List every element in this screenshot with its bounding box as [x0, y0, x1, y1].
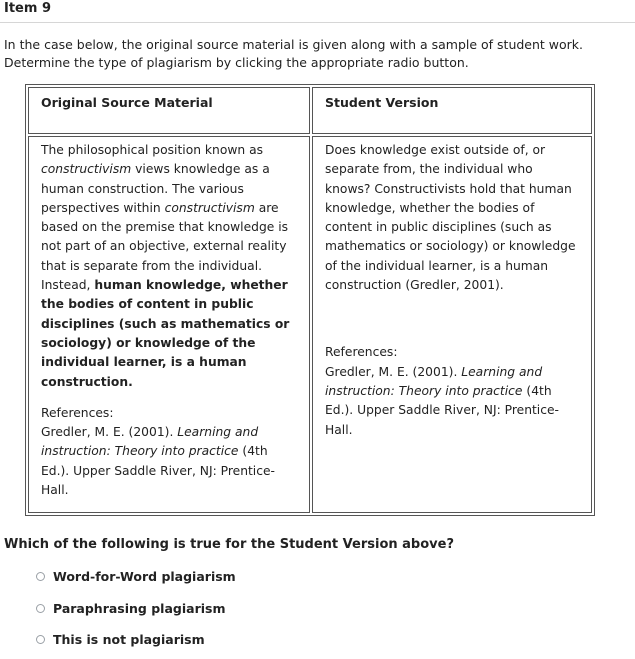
reference-line [41, 442, 297, 461]
reference-em: Learning and [461, 364, 543, 379]
original-line: The philosophical position known as [41, 143, 264, 157]
reference-line: Ed.). Upper Saddle River, NJ: Prentice- [325, 403, 559, 418]
student-line: Does knowledge exist outside of, or [325, 143, 546, 157]
student-header-label: Student Version [325, 95, 439, 110]
reference-line: Hall. [325, 422, 353, 437]
original-bold: sociology) or knowledge of the [41, 335, 256, 350]
reference-em: Learning and [177, 425, 259, 440]
comparison-table [25, 84, 595, 516]
original-em: constructivism [164, 200, 255, 215]
student-line: knows? Constructivists hold that human [325, 181, 572, 196]
original-line [41, 373, 297, 392]
item-title: Item 9 [4, 1, 51, 16]
original-bold: disciplines (such as mathematics or [41, 316, 290, 331]
reference-line [325, 363, 579, 382]
original-line [41, 315, 297, 334]
original-line [41, 276, 297, 295]
references-label: References: [325, 345, 398, 360]
question-text: Which of the following is true for the Student Version above? [4, 537, 454, 552]
student-cell [312, 136, 592, 513]
original-span: views knowledge as a [131, 162, 270, 177]
reference-span: (4th [238, 444, 268, 459]
original-bold: the bodies of content in public [41, 297, 254, 312]
student-line: separate from, the individual who [325, 162, 533, 177]
original-em: constructivism [41, 162, 132, 177]
divider [0, 22, 635, 23]
instructions [4, 36, 624, 72]
original-line [41, 334, 297, 353]
original-bold: individual learner, is a human [41, 355, 247, 370]
original-line: not part of an objective, external reality [41, 239, 287, 254]
original-line [41, 199, 297, 218]
original-line [41, 353, 297, 372]
student-text [325, 137, 579, 295]
reference-line [41, 423, 297, 442]
references-label: References: [41, 405, 114, 420]
option-paraphrasing[interactable] [36, 601, 225, 616]
original-header-label: Original Source Material [41, 95, 213, 110]
reference-em: instruction: Theory into practice [41, 444, 239, 459]
original-bold: construction. [41, 374, 133, 389]
reference-em: instruction: Theory into practice [325, 383, 523, 398]
reference-span: Gredler, M. E. (2001). [325, 364, 462, 379]
student-line: construction (Gredler, 2001). [325, 278, 504, 293]
reference-span: (4th [522, 383, 552, 398]
original-bold: human knowledge, whether [94, 278, 288, 293]
original-span: are [254, 200, 279, 215]
student-line: knowledge, whether the bodies of [325, 200, 535, 215]
student-line: of the individual learner, is a human [325, 258, 549, 273]
original-line: human construction. The various [41, 181, 244, 196]
original-line [41, 160, 297, 179]
option-word-for-word[interactable] [36, 569, 236, 584]
radio-button[interactable] [36, 604, 45, 613]
option-label[interactable]: Paraphrasing plagiarism [53, 601, 226, 616]
student-line: mathematics or sociology) or knowledge [325, 239, 576, 254]
instructions-line-1: In the case below, the original source material is given along with a sample of student work. [4, 37, 584, 52]
radio-button[interactable] [36, 635, 45, 644]
original-span: Instead, [41, 278, 95, 293]
original-references [41, 404, 297, 500]
student-line: content in public disciplines (such as [325, 220, 552, 235]
reference-line: Ed.). Upper Saddle River, NJ: Prentice- [41, 463, 275, 478]
original-line: based on the premise that knowledge is [41, 220, 289, 235]
option-label[interactable]: This is not plagiarism [53, 632, 205, 647]
student-header [312, 87, 592, 134]
instructions-line-2: Determine the type of plagiarism by clicking the appropriate radio button. [4, 55, 469, 70]
option-label[interactable]: Word-for-Word plagiarism [53, 569, 236, 584]
option-not-plagiarism[interactable] [36, 632, 205, 647]
original-span: perspectives within [41, 200, 165, 215]
original-cell [28, 136, 310, 513]
student-references [325, 343, 579, 439]
reference-span: Gredler, M. E. (2001). [41, 425, 178, 440]
original-line: that is separate from the individual. [41, 258, 263, 273]
reference-line [325, 382, 579, 401]
original-text [41, 137, 297, 392]
reference-line: Hall. [41, 483, 69, 498]
original-header [28, 87, 310, 134]
radio-button[interactable] [36, 572, 45, 581]
original-line [41, 295, 297, 314]
